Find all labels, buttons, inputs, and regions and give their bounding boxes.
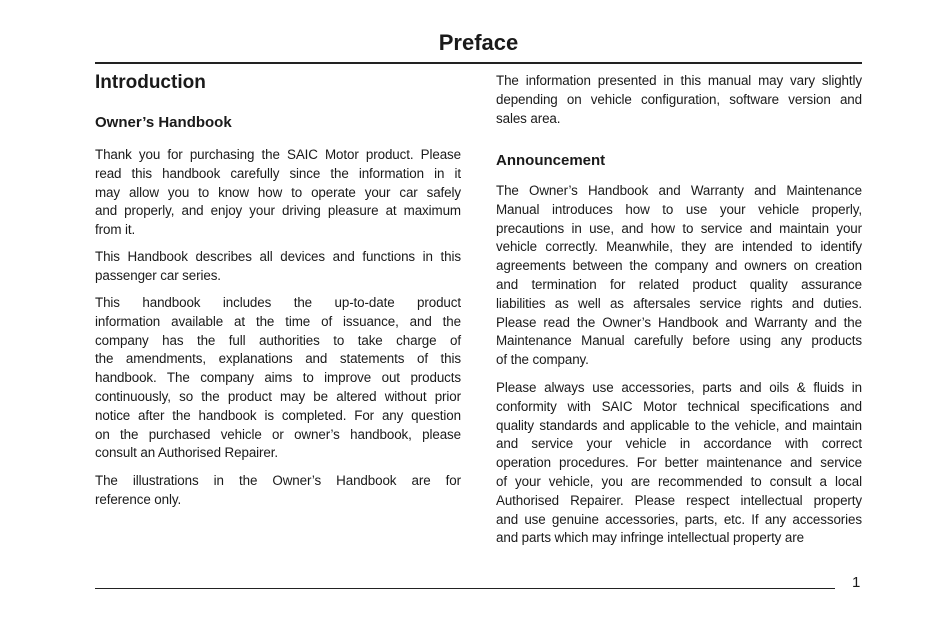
text-line: on the purchased vehicle or owner’s handbook, please [95,426,461,442]
text-line: and termination for related product quality assurance [496,276,862,292]
text-line: Authorised Repairer. Please respect intellectual property [496,492,862,508]
page-number: 1 [852,574,861,591]
text-line: company has the full authorities to take charge of [95,332,461,348]
paragraph [496,72,862,128]
text-line: from it. [95,222,136,238]
text-line: may allow you to know how to operate your car safely [95,184,461,200]
text-line: read this handbook carefully since the information in it [95,165,461,181]
text-line: reference only. [95,491,182,507]
section-heading-announcement: Announcement [496,152,606,169]
header-divider [95,62,862,64]
text-line: vehicle correctly. Meanwhile, they are intended to identify [496,239,862,255]
text-line: This Handbook describes all devices and functions in this [95,249,461,264]
text-line: continuously, so the product may be altered without prior [95,388,461,404]
text-line: sales area. [496,110,561,126]
text-line: depending on vehicle configuration, software version and [496,91,862,107]
text-line: conformity with SAIC Motor technical specifications and [496,398,862,414]
text-line: passenger car series. [95,267,221,283]
text-line: handbook. The company aims to improve out products [95,370,461,386]
text-line: the amendments, explanations and statements of this [95,351,461,367]
paragraph [496,182,862,370]
text-line: and service your vehicle in accordance with correct [496,436,862,452]
text-line: notice after the handbook is completed. For any question [95,407,461,423]
text-line: Please read the Owner’s Handbook and Warranty and the [496,314,862,330]
text-line: Thank you for purchasing the SAIC Motor product. Please [95,147,461,162]
text-line: of your vehicle, you are recommended to consult a local [496,473,862,489]
text-line: This handbook includes the up-to-date product [95,295,461,310]
text-line: liabilities as well as aftersales service rights and duties. [496,295,862,311]
section-heading-introduction: Introduction [95,72,206,93]
text-line: information available at the time of issuance, and the [95,313,461,329]
text-line: and parts which may infringe intellectual property are [496,530,804,546]
text-line: and properly, and enjoy your driving pleasure at maximum [95,203,461,219]
text-line: The information presented in this manual may vary slightly [496,73,862,88]
text-line: of the company. [496,352,589,368]
text-line: Please always use accessories, parts and oils & fluids in [496,380,862,395]
text-line: consult an Authorised Repairer. [95,445,278,461]
text-line: agreements between the company and owners on creation [496,258,862,274]
text-line: The illustrations in the Owner’s Handbook are for [95,473,461,488]
text-line: operation procedures. For better maintenance and service [496,455,862,471]
paragraph [95,146,461,240]
text-line: quality standards and applicable to the vehicle, and maintain [496,417,862,433]
text-line: precautions in use, and how to service and maintain your [496,220,862,236]
paragraph [95,248,461,286]
subheading-owners-handbook: Owner’s Handbook [95,114,232,131]
text-line: and use genuine accessories, parts, etc. If any accessories [496,511,862,527]
text-line: The Owner’s Handbook and Warranty and Maintenance [496,183,862,198]
text-line: Maintenance Manual carefully before using any products [496,333,862,349]
paragraph [95,472,461,510]
footer-divider [95,588,835,589]
paragraph [95,294,461,463]
page-title: Preface [438,30,519,55]
text-line: Manual introduces how to use your vehicle properly, [496,201,862,217]
paragraph [496,379,862,548]
